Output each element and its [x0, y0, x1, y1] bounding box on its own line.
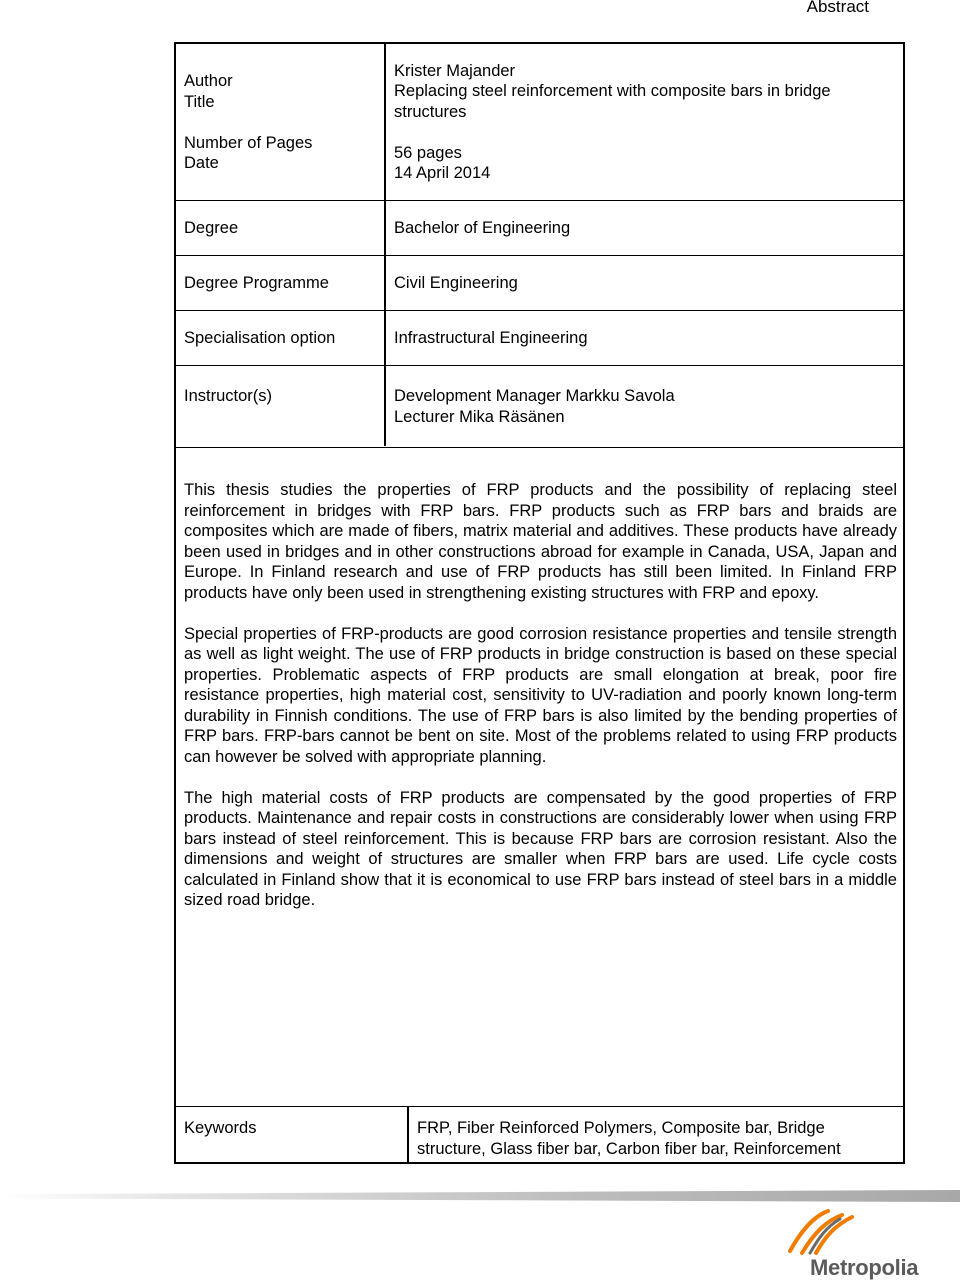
programme-value: Civil Engineering	[394, 274, 518, 292]
author-row	[176, 44, 903, 201]
metropolia-m-icon	[782, 1203, 922, 1259]
programme-label: Degree Programme	[184, 274, 329, 292]
specialisation-label: Specialisation option	[184, 329, 336, 347]
degree-value: Bachelor of Engineering	[394, 219, 571, 237]
metropolia-logo-text: Metropolia	[810, 1255, 919, 1280]
specialisation-value: Infrastructural Engineering	[394, 329, 588, 347]
abstract-body	[184, 480, 897, 931]
date-value: 14 April 2014	[394, 164, 491, 182]
abstract-paragraph-3: The high material costs of FRP products are compensated by the good properties of FRP products. Maintenance and repair costs in constructions are considerably lower when using FRP bars instead of steel reinforcement. This is because FRP bars are corrosion resistant. Also the dimensions and weight of structures are smaller when FRP bars are used. Life cycle costs calculated in Finland show that it is economical to use FRP bars instead of steel bars in a middle sized road bridge.	[184, 788, 897, 909]
date-label: Date	[184, 154, 219, 172]
keywords-label: Keywords	[184, 1119, 257, 1137]
specialisation-row	[176, 311, 903, 366]
author-label: Author	[184, 72, 233, 90]
instructor-1: Development Manager Markku Savola	[394, 387, 675, 405]
keywords-value: FRP, Fiber Reinforced Polymers, Composite bar, Bridge structure, Glass fiber bar, Carbon fiber bar, Reinforcement	[417, 1119, 841, 1158]
abstract-frame	[174, 42, 905, 1164]
title-label: Title	[184, 93, 215, 111]
keywords-divider	[407, 1107, 409, 1162]
instructor-2: Lecturer Mika Räsänen	[394, 408, 565, 426]
author-value: Krister Majander	[394, 62, 516, 80]
abstract-paragraph-1: This thesis studies the properties of FRP products and the possibility of replacing steel reinforcement in bridges with FRP bars. FRP products such as FRP bars and braids are composites which are made of fibers, matrix material and additives. These products have already been used in bridges and in other constructions abroad for example in Canada, USA, Japan and Europe. In Finland research and use of FRP products has still been limited. In Finland FRP products have only been used in strengthening existing structures with FRP and epoxy.	[184, 481, 897, 602]
degree-label: Degree	[184, 219, 239, 237]
degree-row	[176, 201, 903, 256]
pages-value: 56 pages	[394, 144, 462, 162]
abstract-paragraph-2: Special properties of FRP-products are good corrosion resistance properties and tensile strength as well as light weight. The use of FRP products in bridge construction is based on these special properties. Problematic aspects of FRP products are small elongation at break, poor fire resistance properties, high material cost, sensitivity to UV-radiation and poorly known long-term durability in Finnish conditions. The use of FRP bars is also limited by the bending properties of FRP bars. FRP-bars cannot be bent on site. Most of the problems related to using FRP products can however be solved with appropriate planning.	[184, 624, 897, 766]
page-header-label: Abstract	[806, 0, 869, 16]
pages-label: Number of Pages	[184, 134, 313, 152]
programme-row	[176, 256, 903, 311]
title-value: Replacing steel reinforcement with composite bars in bridge structures	[394, 82, 831, 121]
instructors-row	[176, 366, 903, 448]
footer-swoosh	[0, 1190, 960, 1202]
metropolia-logo	[782, 1203, 922, 1282]
instructors-label: Instructor(s)	[184, 387, 273, 405]
keywords-row	[176, 1106, 903, 1162]
